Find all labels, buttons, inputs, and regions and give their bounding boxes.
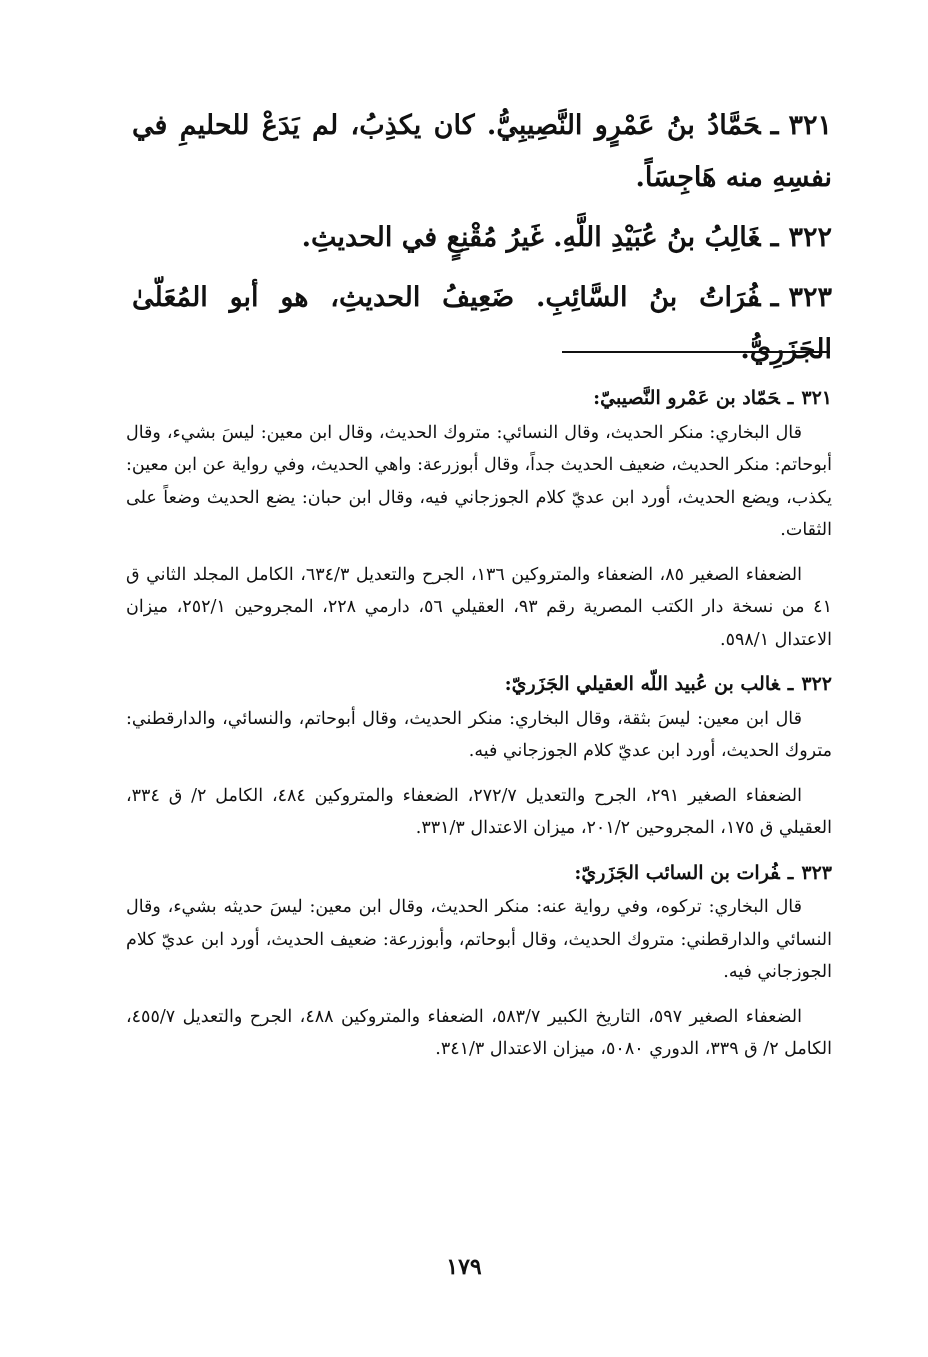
entry-dash: ـ: [770, 222, 779, 253]
entry-dash: ـ: [770, 110, 779, 141]
footnote-heading: [126, 857, 832, 890]
footnote-heading: [126, 668, 832, 701]
entry-number: ٣٢١: [788, 110, 832, 141]
footnote-323: [126, 857, 832, 1066]
footnote-number: ٣٢١: [801, 387, 832, 409]
entry-number: ٣٢٢: [788, 222, 832, 253]
footnotes: [126, 382, 832, 1078]
entry-text: غَالِبُ بنُ عُبَيْدِ اللَّهِ. غَيرُ مُقْنِعٍ في الحديثِ.: [301, 222, 761, 253]
main-entry-321: [132, 100, 832, 204]
footnote-paragraph: قال البخاري: منكر الحديث، وقال النسائي: متروك الحديث، وقال ابن معين: ليسَ بشيء، وقال أبوحاتم: منكر الحديث، ضعيف الحديث جداً، وقال أبوزرعة: واهي الحديث، وفي رواية عن ابن معين: يكذب، ويضع الحديث، أورد ابن عديّ كلام الجوزجاني فيه، وقال ابن حبان: يضع الحديث وضعاً على الثقات.: [126, 422, 832, 540]
footnote-number: ٣٢٢: [801, 673, 832, 695]
footnote-paragraph: قال البخاري: تركوه، وفي رواية عنه: منكر الحديث، وقال ابن معين: ليسَ حديثه بشيء، وقال النسائي والدارقطني: متروك الحديث، وقال أبوحاتم، وأبوزرعة: ضعيف الحديث، أورد ابن عديّ كلام الجوزجاني فيه.: [126, 897, 832, 982]
footnote-paragraph: قال ابن معين: ليسَ بثقة، وقال البخاري: منكر الحديث، وقال أبوحاتم، والنسائي، والدارقطني: متروك الحديث، أورد ابن عديّ كلام الجوزجاني فيه.: [126, 708, 832, 761]
main-entry-322: [132, 212, 832, 264]
footnote-sources: الضعفاء الصغير ٢٩١، الجرح والتعديل ٢٧٢/٧، الضعفاء والمتروكين ٤٨٤، الكامل ٢/ ق ٣٣٤، العقيلي ق ١٧٥، المجروحين ٢٠١/٢، ميزان الاعتدال ٣٣١/٣.: [126, 785, 832, 838]
page-number: ١٧٩: [446, 1254, 482, 1280]
main-entry-323: [132, 272, 832, 376]
entry-dash: ـ: [770, 282, 779, 313]
footnote-322: [126, 668, 832, 845]
main-entries: [132, 100, 832, 384]
footnote-321: [126, 382, 832, 656]
entry-text: فُرَاتُ بنُ السَّائِبِ. ضَعِيفُ الحديثِ، هو أبو المُعَلّىٰ الجَزَرِيُّ.: [132, 282, 832, 365]
footnote-dash: ـ: [787, 673, 794, 695]
footnote-sources: الضعفاء الصغير ٥٩٧، التاريخ الكبير ٥٨٣/٧، الضعفاء والمتروكين ٤٨٨، الجرح والتعديل ٤٥٥/٧، الكامل ٢/ ق ٣٣٩، الدوري ٥٠٨٠، ميزان الاعتدال ٣٤١/٣.: [126, 1006, 832, 1059]
entry-number: ٣٢٣: [788, 282, 832, 313]
footnote-heading: [126, 382, 832, 415]
footnote-title: فُرات بن السائب الجَزَريّ:: [574, 861, 780, 884]
footnote-sources: الضعفاء الصغير ٨٥، الضعفاء والمتروكين ١٣٦، الجرح والتعديل ٦٣٤/٣، الكامل المجلد الثاني ق ٤١ من نسخة دار الكتب المصرية رقم ٩٣، العقيلي ٥٦، دارمي ٢٢٨، المجروحين ٢٥٢/١، ميزان الاعتدال ٥٩٨/١.: [126, 564, 832, 650]
footnote-dash: ـ: [787, 861, 794, 884]
footnote-title: غالب بن عُبيد اللّه العقيلي الجَزَريّ:: [504, 673, 780, 695]
footnote-title: حَمّاد بن عَمْرو النَّصيبيّ:: [593, 387, 780, 409]
entry-text: حَمَّادُ بنُ عَمْرٍو النَّصِيبِيُّ. كان يكذِبُ، لم يَدَعْ للحليمِ في نفسِهِ منه هَاجِسَاً.: [132, 110, 832, 193]
footnote-number: ٣٢٣: [801, 861, 832, 884]
footnote-dash: ـ: [787, 387, 794, 409]
footnote-divider: [562, 351, 830, 353]
